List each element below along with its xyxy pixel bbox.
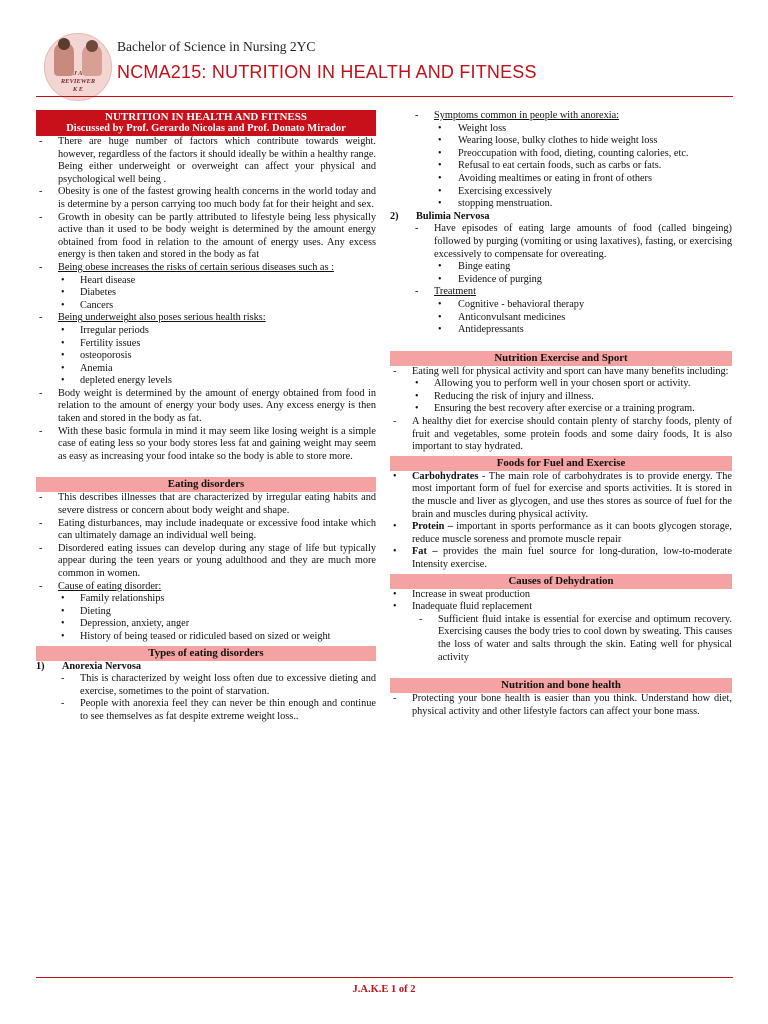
symptoms-heading: Symptoms common in people with anorexia: (434, 110, 620, 121)
list-item: • Binge eating (390, 261, 732, 274)
anorexia-heading (36, 661, 376, 674)
list-item: • Wearing loose, bulky clothes to hide weight loss (390, 135, 732, 148)
intro-point: - There are huge number of factors which contribute towards weight. however, regardless of the factors it should ideally be within a healthy range. Being either underweight or overweight can affect your physical and psychological well being . (36, 136, 376, 186)
logo-text-3: K E (72, 86, 84, 93)
logo-head-left (58, 38, 70, 50)
list-item: • Heart disease (36, 275, 376, 288)
cause-heading: Cause of eating disorder: (58, 580, 162, 592)
list-item: • Anemia (36, 363, 376, 376)
list-item: • Reducing the risk of injury and illness. (390, 391, 732, 404)
list-item: • Fertility issues (36, 338, 376, 351)
list-item: • Weight loss (390, 123, 732, 136)
underweight-risk-heading: Being underweight also poses serious health risks: (58, 312, 266, 324)
bulimia-number: 2) (390, 210, 399, 222)
list-item: • Family relationships (36, 593, 376, 606)
list-item: • Irregular periods (36, 325, 376, 338)
fuel-heading: Foods for Fuel and Exercise (390, 456, 732, 471)
eating-point: - Disordered eating issues can develop during any stage of life but typically appear during the teen years or young adulthood and they are much more common in women. (36, 543, 376, 581)
bulimia-title: Bulimia Nervosa (416, 210, 490, 222)
closing-point: - Body weight is determined by the amount of energy obtained from food in relation to the amount of energy your body uses. Any excess energy is then taken and stored in the body as fat. (36, 388, 376, 426)
bone-text: - Protecting your bone health is easier than you think. Understand how diet, physical activity and other lifestyle factors can affect your bone mass. (390, 693, 732, 718)
anorexia-number: 1) (36, 660, 45, 672)
bulimia-description: - Have episodes of eating large amounts of food (called bingeing) followed by purging (vomiting or using laxatives), fasting, or exercising excessively to compensate for overeating. (412, 223, 732, 261)
intro-point: - Obesity is one of the fastest growing health concerns in the world today and is determine by a person carrying too much body fat for their height and sex. (36, 186, 376, 211)
bone-heading: Nutrition and bone health (390, 678, 732, 693)
logo-text-1: J A (73, 70, 83, 77)
list-item: • Anticonvulsant medicines (390, 312, 732, 325)
reviewer-logo (44, 33, 112, 101)
protein-text: important in sports performance as it can boots glycogen storage, reduce muscle soreness and promote muscle repair (412, 521, 732, 545)
fat-item (390, 546, 732, 571)
list-item: • Cancers (36, 300, 376, 313)
list-item: • Antidepressants (390, 324, 732, 337)
list-item: • Depression, anxiety, anger (36, 618, 376, 631)
course-title: NCMA215: NUTRITION IN HEALTH AND FITNESS (117, 62, 537, 82)
protein-label: Protein – (412, 521, 453, 533)
anorexia-point: - This is characterized by weight loss often due to excessive dieting and exercise, sometimes to the point of starvation. (58, 673, 376, 698)
protein-item (390, 521, 732, 546)
logo-head-right (86, 40, 98, 52)
fat-text: provides the main fuel source for long-duration, low-to-moderate Intensity exercise. (412, 546, 732, 570)
dehydration-note: - Sufficient fluid intake is essential for exercise and optimum recovery. Exercising causes the body tries to cool down by sweating. This causes the loss of water and salts through the skin. Eating well for physical activity (416, 614, 732, 664)
list-item: • Increase in sweat production (390, 589, 732, 602)
logo-text-2: REVIEWER (60, 78, 96, 85)
list-item: • Cognitive - behavioral therapy (390, 299, 732, 312)
anorexia-point: - People with anorexia feel they can never be thin enough and continue to see themselves as fat despite extreme weight loss.. (58, 698, 376, 723)
exercise-diet: - A healthy diet for exercise should contain plenty of starchy foods, plenty of fruit and vegetables, some protein foods and some dairy foods, It is also important to stay hydrated. (390, 416, 732, 454)
treatment-heading: Treatment (434, 286, 476, 298)
left-column (36, 110, 376, 724)
eating-disorders-heading: Eating disorders (36, 477, 376, 492)
carbohydrates-label: Carbohydrates (412, 470, 479, 482)
list-item: • History of being teased or ridiculed based on sized or weight (36, 631, 376, 644)
footer-divider (36, 977, 733, 978)
eating-point: - Eating disturbances, may include inadequate or excessive food intake which can ultimately damage an individual well being. (36, 518, 376, 543)
carbohydrates-text: - The main role of carbohydrates is to provide energy. The most important form of fuel for exercise and sports activities. It is stored in the muscle and liver as glycogen, and use thes stores as source of fuel for the brain and muscles during physical activity. (412, 470, 732, 520)
carbohydrates-item (390, 471, 732, 521)
dehydration-heading: Causes of Dehydration (390, 574, 732, 589)
list-item: • Exercising excessively (390, 186, 732, 199)
main-banner-subtitle: Discussed by Prof. Gerardo Nicolas and Prof. Donato Mirador (66, 123, 346, 134)
main-banner (36, 110, 376, 136)
list-item: • osteoporosis (36, 350, 376, 363)
closing-point: - With these basic formula in mind it may seem like losing weight is a simple case of eating less so your body stores less fat and gaining weight may seem as easy as increasing your food intake so the body is able to store more. (36, 426, 376, 464)
right-column (390, 110, 732, 718)
header-divider (36, 96, 733, 97)
list-item: • Diabetes (36, 287, 376, 300)
list-item: • Avoiding mealtimes or eating in front of others (390, 173, 732, 186)
list-item: • Preoccupation with food, dieting, counting calories, etc. (390, 148, 732, 161)
anorexia-title: Anorexia Nervosa (62, 660, 142, 672)
types-heading: Types of eating disorders (36, 646, 376, 661)
page-footer: J.A.K.E 1 of 2 (352, 984, 416, 995)
bulimia-heading (390, 211, 732, 224)
list-item: • Allowing you to perform well in your chosen sport or activity. (390, 378, 732, 391)
list-item: • Dieting (36, 606, 376, 619)
program-subtitle: Bachelor of Science in Nursing 2YC (117, 39, 316, 54)
list-item: • Inadequate fluid replacement (390, 601, 732, 614)
obese-risk-heading: Being obese increases the risks of certain serious diseases such as : (58, 261, 334, 273)
list-item: • depleted energy levels (36, 375, 376, 388)
intro-point: - Growth in obesity can be partly attributed to lifestyle being less physically active than it used to be body weight is determined by the amount energy obtained from food in relation to the amount of energy uses. Any excess energy is then taken and stored in the body as fat (36, 212, 376, 262)
list-item: • Refusal to eat certain foods, such as carbs or fats. (390, 160, 732, 173)
exercise-intro: - Eating well for physical activity and sport can have many benefits including: (390, 366, 732, 379)
fat-label: Fat – (412, 546, 438, 558)
exercise-heading: Nutrition Exercise and Sport (390, 351, 732, 366)
list-item: • Evidence of purging (390, 274, 732, 287)
eating-point: - This describes illnesses that are characterized by irregular eating habits and severe distress or concern about body weight and shape. (36, 492, 376, 517)
list-item: • stopping menstruation. (390, 198, 732, 211)
list-item: • Ensuring the best recovery after exercise or a training program. (390, 403, 732, 416)
main-banner-title: NUTRITION IN HEALTH AND FITNESS (105, 111, 307, 123)
